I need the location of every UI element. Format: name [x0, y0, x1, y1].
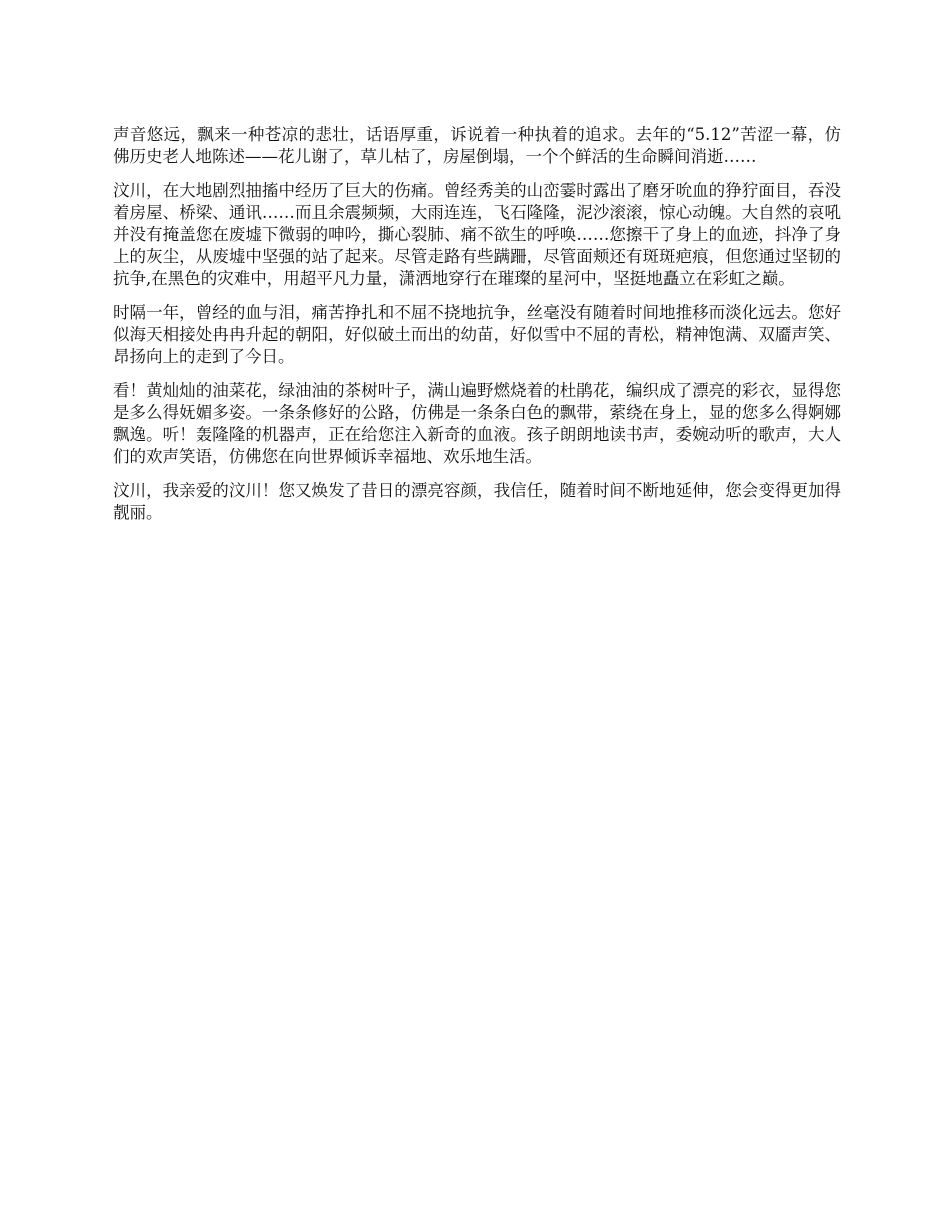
- paragraph-5: 汶川，我亲爱的汶川！您又焕发了昔日的漂亮容颜，我信任，随着时间不断地延伸，您会变得更加得靓丽。: [113, 481, 841, 522]
- document-body: [113, 124, 841, 536]
- paragraph-3: 时隔一年，曾经的血与泪，痛苦挣扎和不屈不挠地抗争，丝毫没有随着时间地推移而淡化远去。您好似海天相接处冉冉升起的朝阳，好似破土而出的幼苗，好似雪中不屈的青松，精神饱满、双靥声笑、昂扬向上的走到了今日。: [113, 303, 841, 366]
- paragraph-1: 声音悠远，飘来一种苍凉的悲壮，话语厚重，诉说着一种执着的追求。去年的“5.12”苦涩一幕，仿佛历史老人地陈述——花儿谢了，草儿枯了，房屋倒塌，一个个鲜活的生命瞬间消逝……: [113, 125, 841, 166]
- paragraph-2: 汶川，在大地剧烈抽搐中经历了巨大的伤痛。曾经秀美的山峦霎时露出了磨牙吮血的狰狞面目，吞没着房屋、桥梁、通讯……而且余震频频，大雨连连，飞石隆隆，泥沙滚滚，惊心动魄。大自然的哀吼并没有掩盖您在废墟下微弱的呻吟，撕心裂肺、痛不欲生的呼唤……您擦干了身上的血迹，抖净了身上的灰尘，从废墟中坚强的站了起来。尽管走路有些蹒跚，尽管面颊还有斑斑疤痕，但您通过坚韧的抗争,在黑色的灾难中，用超平凡力量，潇洒地穿行在璀璨的星河中，坚挺地矗立在彩虹之巅。: [113, 181, 841, 288]
- paragraph-4: 看！黄灿灿的油菜花，绿油油的茶树叶子，满山遍野燃烧着的杜鹃花，编织成了漂亮的彩衣，显得您是多么得妩媚多姿。一条条修好的公路，仿佛是一条条白色的飘带，萦绕在身上，显的您多么得婀娜飘逸。听！轰隆隆的机器声，正在给您注入新奇的血液。孩子朗朗地读书声，委婉动听的歌声，大人们的欢声笑语，仿佛您在向世界倾诉幸福地、欢乐地生活。: [113, 381, 841, 466]
